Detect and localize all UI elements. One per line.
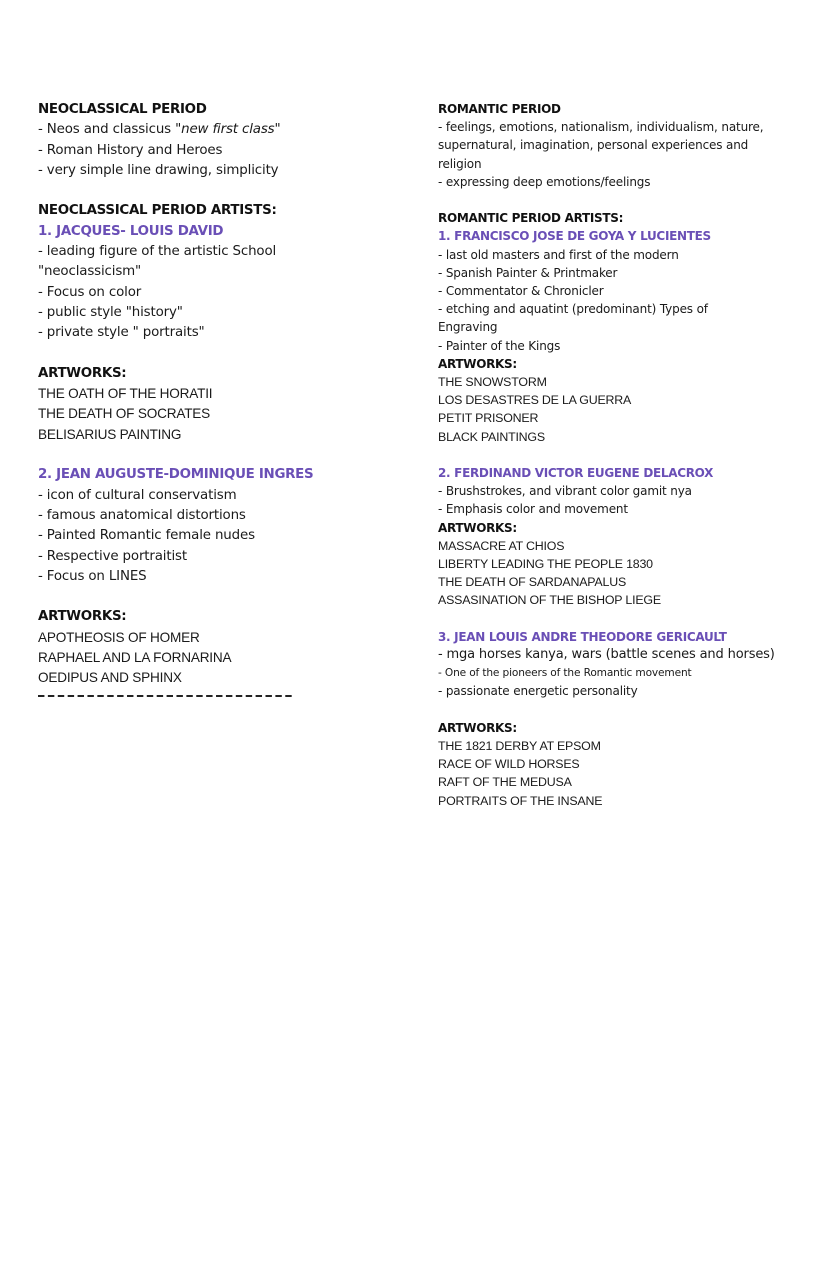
artist-note: - Respective portraitist	[38, 548, 187, 564]
artist-note: - private style " portraits"	[38, 325, 205, 341]
artworks-heading: ARTWORKS:	[38, 365, 127, 381]
artist-note: - leading figure of the artistic School	[38, 244, 277, 260]
artworks-heading: ARTWORKS:	[438, 356, 517, 371]
artist-note: "neoclassicism"	[38, 264, 142, 280]
neoclassical-column	[38, 100, 418, 697]
artwork-item: BLACK PAINTINGS	[438, 429, 545, 444]
artist-note: - public style "history"	[38, 304, 183, 320]
artwork-item: RACE OF WILD HORSES	[438, 757, 580, 772]
artwork-item: OEDIPUS AND SPHINX	[38, 670, 182, 686]
artworks-heading: ARTWORKS:	[438, 720, 517, 735]
artist-note: - Painter of the Kings	[438, 338, 561, 353]
neoclassical-artists-heading: NEOCLASSICAL PERIOD ARTISTS:	[38, 203, 277, 219]
artwork-item: LIBERTY LEADING THE PEOPLE 1830	[438, 557, 653, 572]
artwork-item: THE 1821 DERBY AT EPSOM	[438, 739, 601, 754]
artist-note: - passionate energetic personality	[438, 684, 638, 699]
artist-name-ingres: 2. JEAN AUGUSTE-DOMINIQUE INGRES	[38, 467, 314, 483]
artwork-item: PORTRAITS OF THE INSANE	[438, 793, 603, 808]
artist-note: - mga horses kanya, wars (battle scenes and horses)	[438, 647, 775, 663]
artist-note: - last old masters and first of the modern	[438, 247, 679, 262]
artist-note: - Painted Romantic female nudes	[38, 528, 255, 544]
artist-name-goya: 1. FRANCISCO JOSE DE GOYA Y LUCIENTES	[438, 229, 711, 244]
artist-note: - icon of cultural conservatism	[38, 487, 237, 503]
romantic-point: religion	[438, 156, 482, 171]
romantic-point: - expressing deep emotions/feelings	[438, 174, 651, 189]
artist-note: - famous anatomical distortions	[38, 507, 246, 523]
artwork-item: BELISARIUS PAINTING	[38, 426, 182, 442]
artwork-item: THE DEATH OF SARDANAPALUS	[438, 575, 627, 590]
artist-name-gericault: 3. JEAN LOUIS ANDRE THEODORE GERICAULT	[438, 629, 727, 644]
artwork-item: MASSACRE AT CHIOS	[438, 538, 565, 553]
artist-note: - One of the pioneers of the Romantic movement	[438, 667, 692, 680]
point-emphasis: "new first class"	[175, 122, 281, 138]
neoclassical-point	[38, 120, 418, 140]
artwork-item: PETIT PRISONER	[438, 411, 539, 426]
artist-note: Engraving	[438, 320, 498, 335]
artist-note: - Spanish Painter & Printmaker	[438, 265, 618, 280]
romantic-artists-heading: ROMANTIC PERIOD ARTISTS:	[438, 211, 624, 226]
romantic-title: ROMANTIC PERIOD	[438, 102, 561, 116]
artwork-item: THE SNOWSTORM	[438, 375, 547, 390]
artworks-heading: ARTWORKS:	[38, 609, 127, 625]
artist-note: - Focus on LINES	[38, 568, 147, 584]
romantic-point: - feelings, emotions, nationalism, individualism, nature,	[438, 120, 764, 135]
artwork-item: RAPHAEL AND LA FORNARINA	[38, 650, 232, 666]
dashed-divider	[38, 695, 295, 697]
artist-name-delacroix: 2. FERDINAND VICTOR EUGENE DELACROX	[438, 466, 714, 481]
artwork-item: THE OATH OF THE HORATII	[38, 386, 213, 402]
neoclassical-title: NEOCLASSICAL PERIOD	[38, 102, 207, 117]
artwork-item: THE DEATH OF SOCRATES	[38, 406, 211, 422]
neoclassical-point: - very simple line drawing, simplicity	[38, 162, 279, 178]
point-text: - Neos and classicus	[38, 122, 176, 138]
artwork-item: LOS DESASTRES DE LA GUERRA	[438, 393, 632, 408]
artworks-heading: ARTWORKS:	[438, 520, 517, 535]
romantic-point: supernatural, imagination, personal experiences and	[438, 138, 749, 153]
artist-name-david: 1. JACQUES- LOUIS DAVID	[38, 223, 224, 239]
artist-note: - Commentator & Chronicler	[438, 284, 604, 299]
neoclassical-point: - Roman History and Heroes	[38, 142, 223, 158]
artwork-item: RAFT OF THE MEDUSA	[438, 775, 572, 790]
artwork-item: ASSASINATION OF THE BISHOP LIEGE	[438, 593, 661, 608]
artist-note: - Focus on color	[38, 284, 142, 300]
romantic-column	[438, 100, 808, 810]
artwork-item: APOTHEOSIS OF HOMER	[38, 629, 200, 645]
artist-note: - Emphasis color and movement	[438, 502, 628, 517]
artist-note: - Brushstrokes, and vibrant color gamit nya	[438, 484, 692, 499]
artist-note: - etching and aquatint (predominant) Types of	[438, 302, 708, 317]
